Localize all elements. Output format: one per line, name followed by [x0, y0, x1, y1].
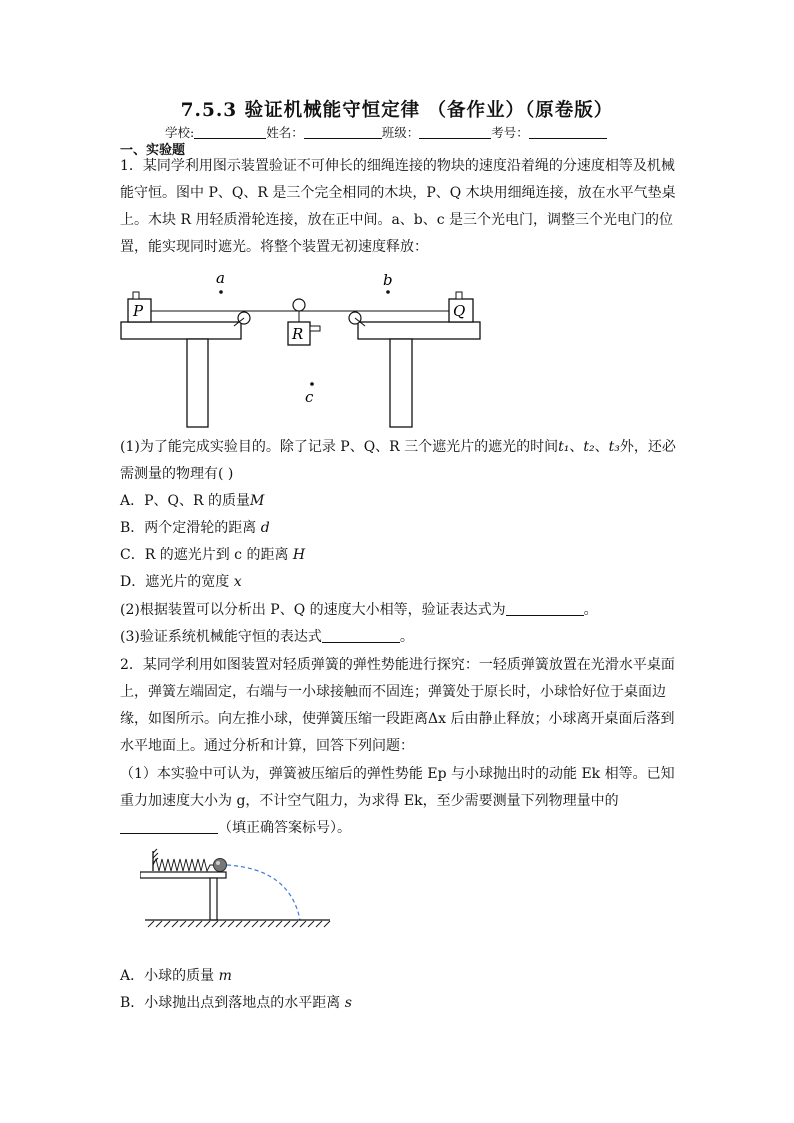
q1-stem-line: 置，能实现同时遮光。将整个装置无初速度释放： — [120, 239, 428, 255]
q2-stem-line: 2．某同学利用如图装置对轻质弹簧的弹性势能进行探究：一轻质弹簧放置在光滑水平桌面 — [120, 657, 675, 673]
t2-var: t₂ — [583, 439, 595, 455]
option-text: A．小球的质量 — [120, 968, 215, 984]
trajectory — [227, 865, 300, 920]
q2-sub1-answer-blank[interactable] — [120, 819, 218, 834]
q2-stem-line: 上，弹簧左端固定，右端与一小球接触而不固连；弹簧处于原长时，小球恰好位于桌面边 — [120, 684, 666, 700]
q2-option-a[interactable] — [120, 965, 232, 985]
q2-spring-figure — [140, 845, 340, 935]
q2-option-b[interactable] — [120, 992, 352, 1012]
photogate-a-label: a — [216, 269, 225, 287]
photogate-b-label: b — [383, 271, 393, 289]
ball — [214, 859, 227, 872]
option-var: m — [218, 968, 232, 984]
q2-stem-line: 缘，如图所示。向左推小球，使弹簧压缩一段距离Δx 后由静止释放；小球离开桌面后落到 — [120, 711, 675, 727]
name-blank[interactable] — [304, 125, 382, 139]
q1-option-c[interactable] — [120, 544, 305, 564]
q2-sub1-line2: 重力加速度大小为 g，不计空气阻力，为求得 Ek，至少需要测量下列物理量中的 — [120, 793, 619, 809]
q1-sub3-text: (3)验证系统机械能守恒的表达式 — [120, 629, 322, 645]
period: 。 — [583, 602, 598, 618]
q1-stem-line: 上。木块 R 用轻质滑轮连接，放在正中间。a、b、c 是三个光电门，调整三个光电门的位 — [120, 212, 674, 228]
page-title: 7.5.3 验证机械能守恒定律 （备作业）（原卷版） — [180, 100, 614, 121]
student-info-row — [165, 123, 607, 141]
comma-sep: 、 — [569, 439, 584, 455]
q1-sub3-answer-blank[interactable] — [322, 628, 400, 643]
option-var: x — [233, 574, 242, 590]
option-text: A．P、Q、R 的质量 — [120, 493, 250, 509]
q1-apparatus-figure — [118, 265, 498, 435]
t3-var: t₃ — [608, 439, 620, 455]
q2-sub1-line1: （1）本实验中可认为，弹簧被压缩后的弹性势能 Ep 与小球抛出时的动能 Ek 相等。已知 — [120, 766, 675, 782]
q1-option-a[interactable] — [120, 490, 264, 510]
q1-stem-line: 1．某同学利用图示装置验证不可伸长的细绳连接的物块的速度沿着绳的分速度相等及机械 — [120, 158, 675, 174]
q2-stem-line: 水平地面上。通过分析和计算，回答下列问题： — [120, 738, 414, 754]
q1-sub2-text: (2)根据装置可以分析出 P、Q 的速度大小相等，验证表达式为 — [120, 602, 506, 618]
exam-number-blank[interactable] — [529, 125, 607, 139]
q1-sub2 — [120, 599, 598, 619]
q2-sub1-line3 — [120, 817, 351, 837]
option-var: M — [250, 493, 265, 509]
q1-stem-line: 能守恒。图中 P、Q、R 是三个完全相同的木块，P、Q 木块用细绳连接，放在水平气垫桌 — [120, 185, 676, 201]
option-var: H — [292, 547, 306, 563]
q1-option-d[interactable] — [120, 571, 242, 591]
q1-sub1-text-end: 外，还必 — [619, 439, 676, 455]
class-label: 班级： — [381, 125, 420, 140]
option-var: d — [260, 520, 270, 536]
photogate-c-dot — [310, 382, 314, 386]
option-var: s — [344, 995, 352, 1011]
period: 。 — [399, 629, 414, 645]
q1-sub1-text: (1)为了能完成实验目的。除了记录 P、Q、R 三个遮光片的遮光的时间 — [120, 439, 559, 455]
name-label: 姓名： — [266, 125, 304, 140]
q2-sub1-text: （填正确答案标号）。 — [218, 820, 351, 836]
school-label: 学校: — [165, 125, 195, 140]
class-blank[interactable] — [419, 125, 491, 139]
photogate-b-dot — [386, 290, 390, 294]
comma-sep: 、 — [594, 439, 609, 455]
q1-option-b[interactable] — [120, 517, 270, 537]
q1-sub3 — [120, 626, 414, 646]
spring — [153, 859, 214, 871]
block-r-label: R — [292, 325, 304, 343]
option-text: C．R 的遮光片到 c 的距离 — [120, 547, 289, 563]
option-text: D．遮光片的宽度 — [120, 574, 230, 590]
q1-sub2-answer-blank[interactable] — [506, 601, 584, 616]
block-q-label: Q — [453, 302, 466, 320]
option-text: B．两个定滑轮的距离 — [120, 520, 257, 536]
section-heading: 一、实验题 — [120, 143, 186, 158]
option-text: B．小球抛出点到落地点的水平距离 — [120, 995, 341, 1011]
photogate-a-dot — [219, 290, 223, 294]
q1-sub1-line2: 需测量的物理有( ) — [120, 466, 234, 482]
q1-sub1-line1 — [120, 436, 676, 456]
school-blank[interactable] — [194, 125, 266, 139]
photogate-c-label: c — [305, 388, 314, 406]
t1-var: t₁ — [558, 439, 570, 455]
block-p-label: P — [133, 302, 144, 320]
exam-label: 考号： — [491, 125, 529, 140]
